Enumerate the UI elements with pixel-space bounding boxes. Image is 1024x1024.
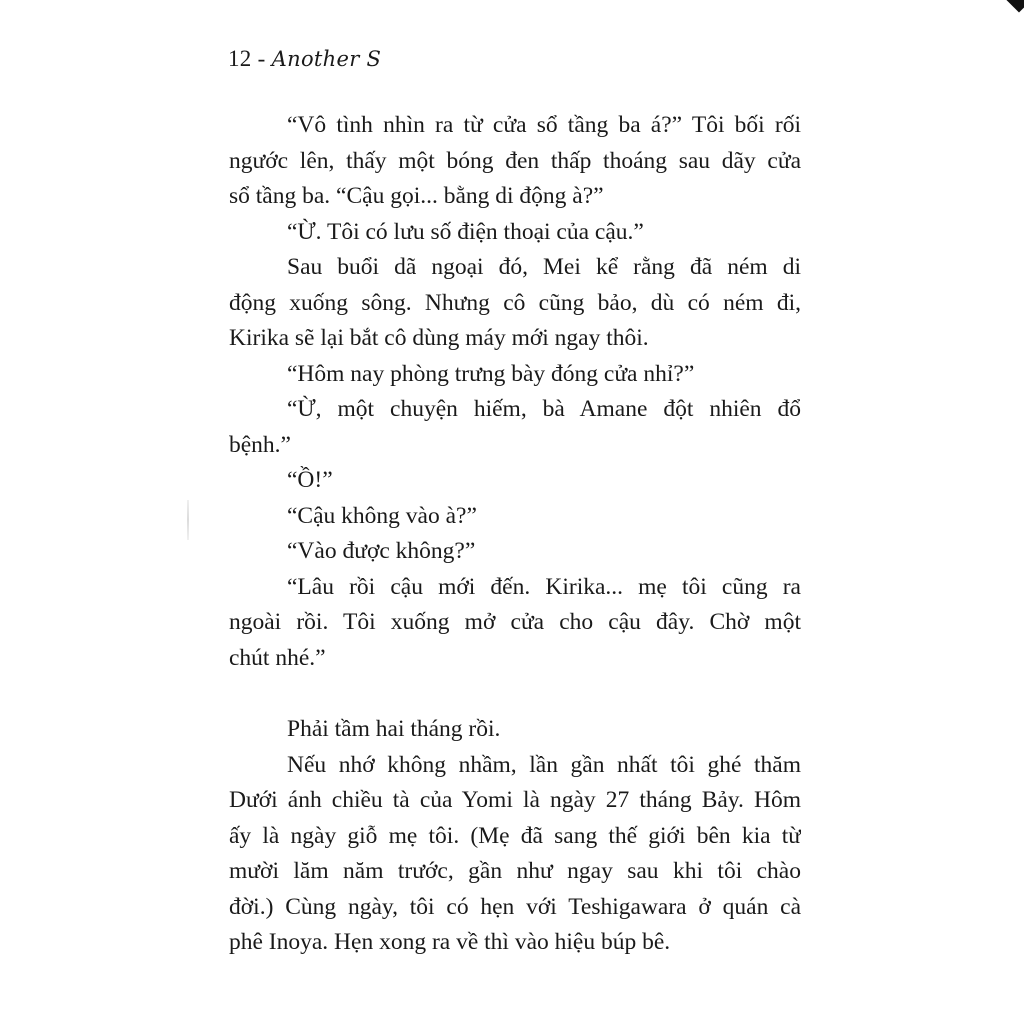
text-line: chút nhé.” bbox=[229, 644, 326, 671]
paragraph bbox=[229, 534, 801, 570]
text-line: sổ tầng ba. “Cậu gọi... bằng di động à?” bbox=[229, 183, 604, 209]
text-line: Sau buổi dã ngoại đó, Mei kể rằng đã ném di bbox=[287, 254, 801, 280]
text-line: “Hôm nay phòng trưng bày đóng cửa nhỉ?” bbox=[287, 360, 695, 387]
text-line: Phải tầm hai tháng rồi. bbox=[287, 716, 501, 742]
text-line: Nếu nhớ không nhầm, lần gần nhất tôi ghé thăm bbox=[287, 751, 801, 778]
text-line: “Ừ. Tôi có lưu số điện thoại của cậu.” bbox=[287, 218, 644, 245]
paragraph bbox=[229, 108, 801, 215]
text-line: ấy là ngày giỗ mẹ tôi. (Mẹ đã sang thế giới bên kia từ bbox=[229, 822, 801, 849]
text-line: “Ồ!” bbox=[287, 467, 333, 493]
paragraph bbox=[229, 250, 801, 357]
text-line: ngoài rồi. Tôi xuống mở cửa cho cậu đây. Chờ một bbox=[229, 609, 801, 635]
paragraph bbox=[229, 748, 801, 961]
text-line: ngước lên, thấy một bóng đen thấp thoáng sau dãy cửa bbox=[229, 147, 801, 174]
paragraph bbox=[229, 570, 801, 677]
gutter-shadow bbox=[187, 500, 189, 540]
text-line: phê Inoya. Hẹn xong ra về thì vào hiệu búp bê. bbox=[229, 929, 671, 955]
text-line: động xuống sông. Nhưng cô cũng bảo, dù có ném đi, bbox=[229, 289, 801, 316]
text-line: “Cậu không vào à?” bbox=[287, 502, 477, 529]
page-number: 12 bbox=[228, 46, 252, 71]
text-line: “Ừ, một chuyện hiếm, bà Amane đột nhiên đổ bbox=[287, 396, 801, 422]
text-line: Kirika sẽ lại bắt cô dùng máy mới ngay thôi. bbox=[229, 325, 649, 351]
section-break bbox=[229, 676, 801, 712]
book-title: Another S bbox=[271, 47, 382, 71]
text-line: “Lâu rồi cậu mới đến. Kirika... mẹ tôi cũng ra bbox=[287, 573, 801, 600]
paragraph bbox=[229, 215, 801, 251]
page-body bbox=[229, 108, 801, 961]
text-line: Dưới ánh chiều tà của Yomi là ngày 27 tháng Bảy. Hôm bbox=[229, 787, 801, 813]
paragraph bbox=[229, 357, 801, 393]
page-corner-mark bbox=[1003, 0, 1024, 13]
running-header bbox=[228, 46, 381, 72]
text-line: mười lăm năm trước, gần như ngay sau khi tôi chào bbox=[229, 858, 801, 884]
paragraph bbox=[229, 499, 801, 535]
text-line: bệnh.” bbox=[229, 431, 291, 458]
paragraph bbox=[229, 712, 801, 748]
paragraph bbox=[229, 463, 801, 499]
header-separator: - bbox=[251, 46, 272, 71]
text-line: “Vô tình nhìn ra từ cửa sổ tầng ba á?” Tôi bối rối bbox=[287, 112, 801, 138]
text-line: “Vào được không?” bbox=[287, 538, 476, 564]
text-line: đời.) Cùng ngày, tôi có hẹn với Teshigawara ở quán cà bbox=[229, 893, 801, 920]
paragraph bbox=[229, 392, 801, 463]
